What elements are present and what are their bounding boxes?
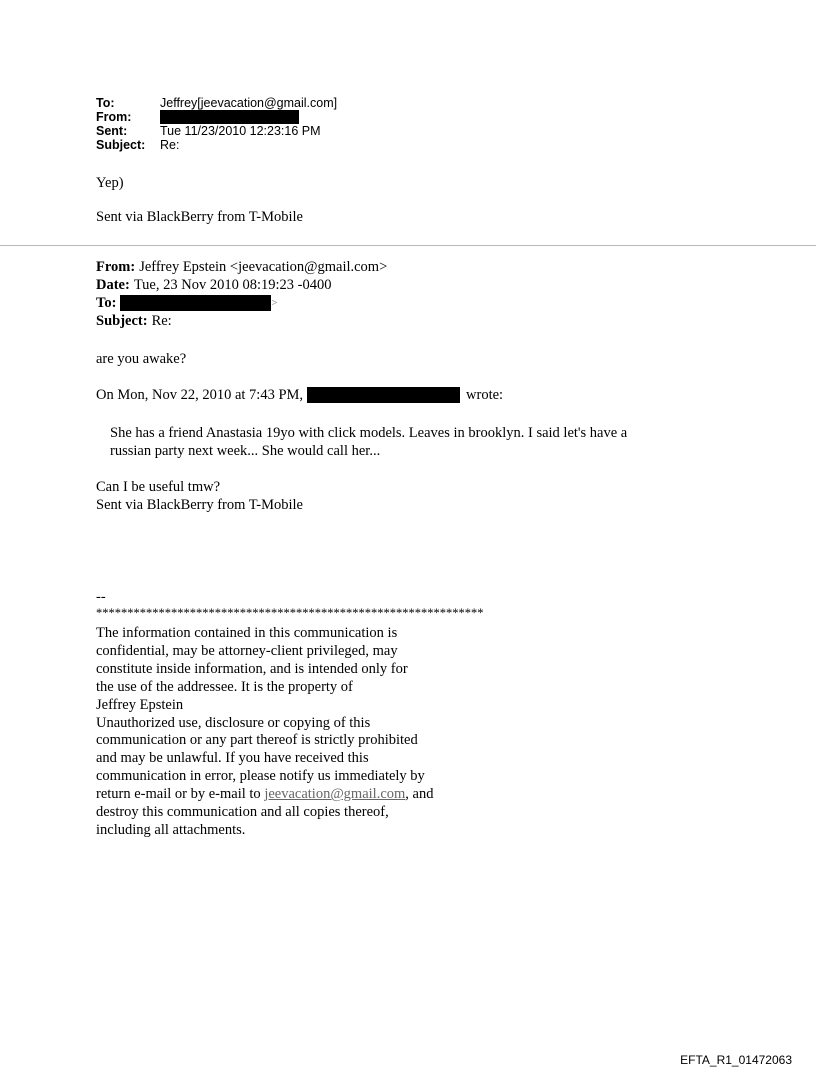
- disclaimer-line: The information contained in this communication is: [96, 625, 398, 641]
- to-label: To:: [96, 96, 115, 110]
- quoted-date-value: Tue, 23 Nov 2010 08:19:23 -0400: [133, 277, 332, 293]
- to-value: Jeffrey[jeevacation@gmail.com]: [160, 96, 338, 110]
- sent-value: Tue 11/23/2010 12:23:16 PM: [160, 124, 321, 138]
- disclaimer-line: confidential, may be attorney-client privileged, may: [96, 642, 398, 659]
- inner-quote-line: russian party next week... She would call her...: [110, 443, 381, 459]
- subject-value: Re:: [160, 138, 180, 152]
- quoted-signature: Sent via BlackBerry from T-Mobile: [96, 497, 303, 513]
- reply-body: Yep): [96, 175, 124, 191]
- redaction-box: [120, 295, 271, 311]
- header-to-row: [96, 96, 337, 110]
- disclaimer-line: communication or any part thereof is strictly prohibited: [96, 732, 418, 749]
- divider: [0, 245, 816, 246]
- return-suffix: , and: [405, 786, 434, 803]
- sent-label: Sent:: [96, 124, 128, 138]
- quoted-header: [96, 258, 387, 330]
- header-subject-row: [96, 138, 337, 152]
- quoted-to-tail: >: [271, 297, 278, 309]
- stars-line: **************************************************************: [96, 606, 484, 620]
- from-label: From:: [96, 110, 132, 124]
- email-link[interactable]: jeevacation@gmail.com: [264, 786, 406, 803]
- disclaimer-line: destroy this communication and all copies thereof,: [96, 804, 389, 821]
- quoted-body-text: are you awake?: [96, 351, 187, 367]
- redaction-box: [307, 387, 460, 403]
- quoted-subject-row: [96, 312, 387, 330]
- header-sent-row: [96, 124, 337, 138]
- quoted-to-row: [96, 294, 387, 312]
- quoted-subject-value: Re:: [151, 313, 172, 329]
- quoted-to-label: To:: [96, 295, 117, 311]
- question-line: Can I be useful tmw?: [96, 479, 221, 495]
- disclaimer-block: [96, 625, 496, 840]
- on-prefix: On Mon, Nov 22, 2010 at 7:43 PM,: [96, 387, 304, 403]
- disclaimer-line: including all attachments.: [96, 821, 246, 838]
- document-id: EFTA_R1_01472063: [680, 1053, 792, 1067]
- return-prefix: return e-mail or by e-mail to: [96, 786, 265, 803]
- sig-dashes: --: [96, 589, 106, 605]
- quoted-subject-label: Subject:: [96, 313, 148, 329]
- redaction-box: [160, 110, 299, 124]
- quoted-date-row: [96, 276, 387, 294]
- disclaimer-return-line: [96, 786, 496, 804]
- subject-label: Subject:: [96, 138, 146, 152]
- quoted-from-row: [96, 258, 387, 276]
- email-header: [96, 96, 337, 152]
- disclaimer-line: Jeffrey Epstein: [96, 696, 184, 713]
- disclaimer-line: and may be unlawful. If you have received this: [96, 750, 369, 767]
- disclaimer-line: constitute inside information, and is intended only for: [96, 660, 408, 677]
- on-wrote-line: [96, 386, 503, 404]
- quoted-from-label: From:: [96, 259, 136, 275]
- disclaimer-line: the use of the addressee. It is the property of: [96, 678, 353, 695]
- disclaimer-line: communication in error, please notify us immediately by: [96, 768, 425, 785]
- header-from-row: [96, 110, 337, 124]
- wrote-label: wrote:: [466, 387, 504, 403]
- reply-signature: Sent via BlackBerry from T-Mobile: [96, 209, 303, 225]
- inner-quote: [110, 424, 710, 460]
- disclaimer-line: Unauthorized use, disclosure or copying of this: [96, 714, 371, 731]
- inner-quote-line: She has a friend Anastasia 19yo with click models. Leaves in brooklyn. I said let's have a: [110, 425, 628, 441]
- quoted-from-value: Jeffrey Epstein <jeevacation@gmail.com>: [139, 259, 388, 275]
- quoted-date-label: Date:: [96, 277, 130, 293]
